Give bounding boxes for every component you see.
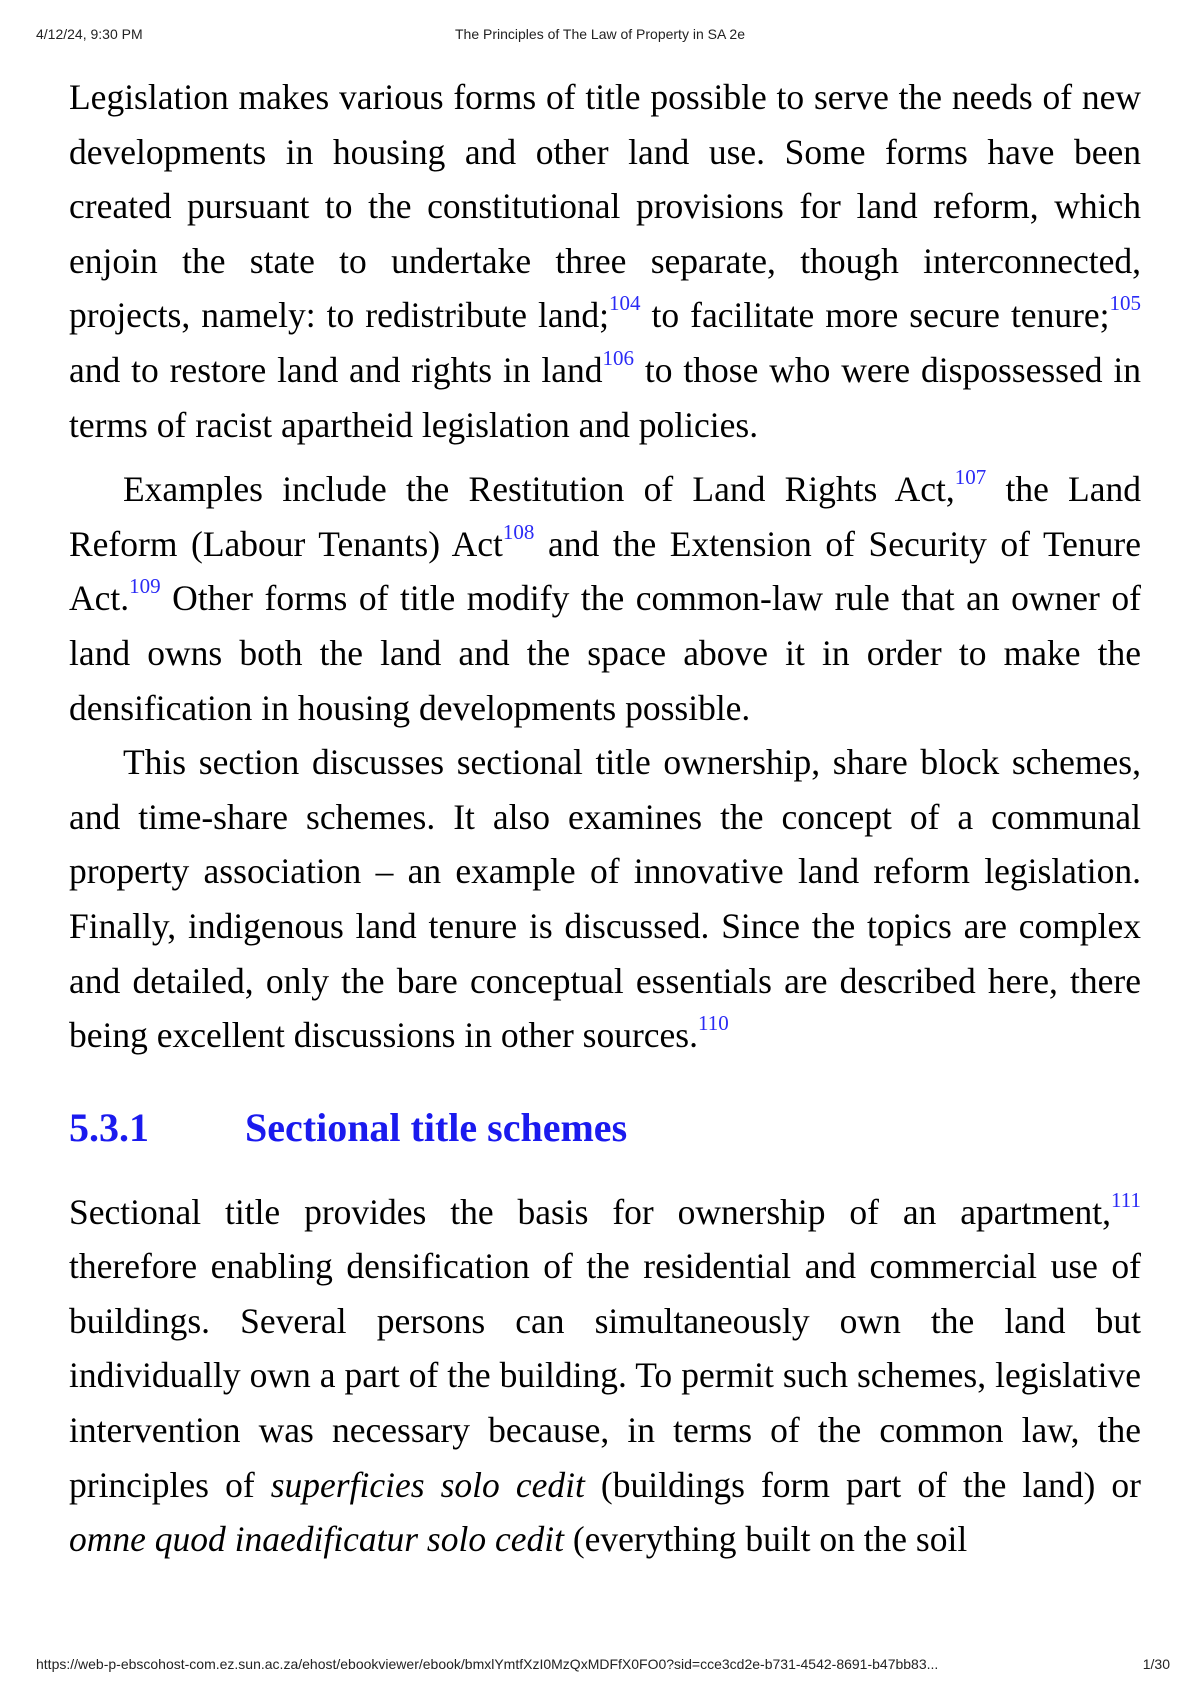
print-datetime: 4/12/24, 9:30 PM (36, 26, 143, 42)
footnote-ref-110[interactable]: 110 (698, 1011, 729, 1036)
paragraph-section-overview (69, 735, 1141, 1063)
text-run: Legislation makes various forms of title possible to serve the needs of new developments in housing and other land use. Some forms have been created pursuant to the constitutional provisions for land reform, which enjoin the state to undertake three separate, though interconnected, projects, namely: to redistribute land; (69, 77, 1141, 336)
text-run: This section discusses sectional title ownership, share block schemes, and time-share schemes. It also examines the concept of a communal property association – an example of innovative land reform legislation. Finally, indigenous land tenure is discussed. Since the topics are complex and detailed, only the bare conceptual essentials are described here, there being excellent discussions in other sources. (69, 742, 1141, 1056)
text-run: the Land Reform (Labour Tenants) Act (69, 469, 1141, 564)
section-number: 5.3.1 (69, 1104, 149, 1150)
text-run: Examples include the Restitution of Land Rights Act, (123, 469, 955, 510)
latin-term: omne quod inaedificatur solo cedit (69, 1519, 564, 1560)
print-url: https://web-p-ebscohost-com.ez.sun.ac.za/ehost/ebookviewer/ebook/bmxlYmtfXzI0MzQxMDFfX0FO0?sid=cce3cd2e-b731-4542-8691-b47bb83... (36, 1656, 939, 1672)
paragraph-legislation (69, 70, 1141, 452)
text-run: Other forms of title modify the common-law rule that an owner of land owns both the land and the space above it in order to make the densification in housing developments possible. (69, 578, 1141, 728)
footnote-ref-108[interactable]: 108 (502, 519, 535, 544)
footnote-ref-111[interactable]: 111 (1111, 1187, 1141, 1212)
latin-term: superficies solo cedit (270, 1464, 585, 1505)
text-run: to facilitate more secure tenure; (640, 295, 1110, 336)
print-title: The Principles of The Law of Property in SA 2e (454, 26, 745, 42)
section-title: Sectional title schemes (245, 1104, 628, 1150)
text-run: (buildings form part of the land) or (584, 1464, 1141, 1505)
footnote-ref-109[interactable]: 109 (129, 574, 161, 599)
text-run: (everything built on the soil (563, 1519, 968, 1560)
footnote-ref-105[interactable]: 105 (1109, 291, 1142, 316)
page-counter: 1/30 (1142, 1656, 1170, 1672)
paragraph-examples (69, 462, 1141, 735)
text-run: and the Extension of Security of Tenure Act. (69, 523, 1141, 619)
section-heading (69, 1093, 1141, 1163)
text-run: Sectional title provides the basis for ownership of an apartment, (69, 1191, 1112, 1232)
text-run: to those who were dispossessed in terms of racist apartheid legislation and policies. (69, 349, 1141, 445)
text-run: therefore enabling densification of the residential and commercial use of buildings. Several persons can simultaneously own the land but individually own a part of the building. To permit such schemes, legislative intervention was necessary because, in terms of the common law, the principles of (69, 1246, 1141, 1505)
footnote-ref-107[interactable]: 107 (954, 465, 987, 490)
footnote-ref-106[interactable]: 106 (602, 346, 635, 371)
footnote-ref-104[interactable]: 104 (608, 291, 641, 316)
text-run: and to restore land and rights in land (69, 349, 603, 390)
paragraph-sectional-title (69, 1185, 1141, 1567)
page-content (69, 70, 1141, 1567)
